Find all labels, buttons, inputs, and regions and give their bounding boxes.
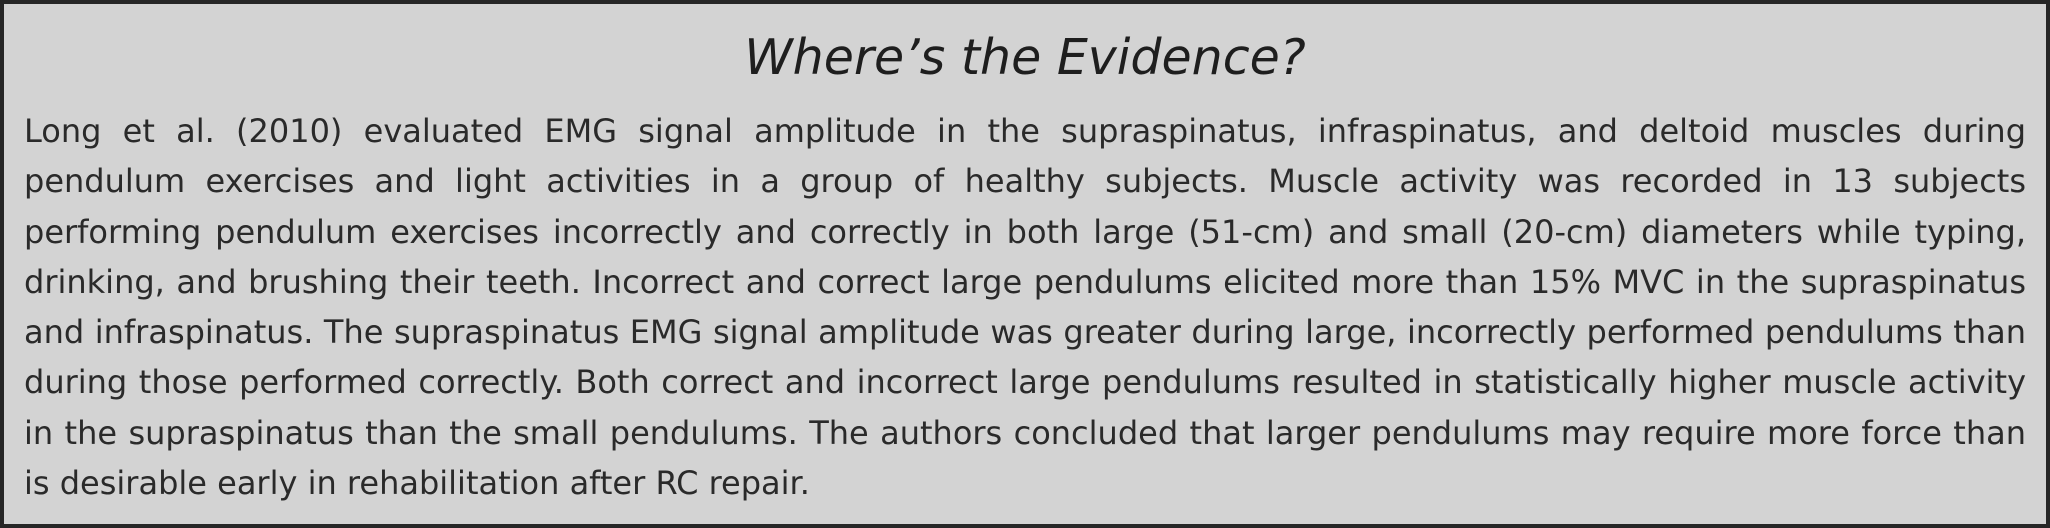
- box-title: Where’s the Evidence?: [744, 29, 1306, 86]
- box-body-text: Long et al. (2010) evaluated EMG signal amplitude in the supraspinatus, infraspinatus, and deltoid muscles during pendulum exercises and light activities in a group of healthy subjects. Muscle activity was recorded in 13 subjects performing pendulum exercises incorrectly and correctly in both large (51-cm) and small (20-cm) diameters while typing, drinking, and brushing their teeth. Incorrect and correct large pendulums elicited more than 15% MVC in the supraspinatus and infraspinatus. The supraspinatus EMG signal amplitude was greater during large, incorrectly performed pendulums than during those performed correctly. Both correct and incorrect large pendulums resulted in statistically higher muscle activity in the supraspinatus than the small pendulums. The authors concluded that larger pendulums may require more force than is desirable early in rehabilitation after RC repair.: [24, 112, 2026, 503]
